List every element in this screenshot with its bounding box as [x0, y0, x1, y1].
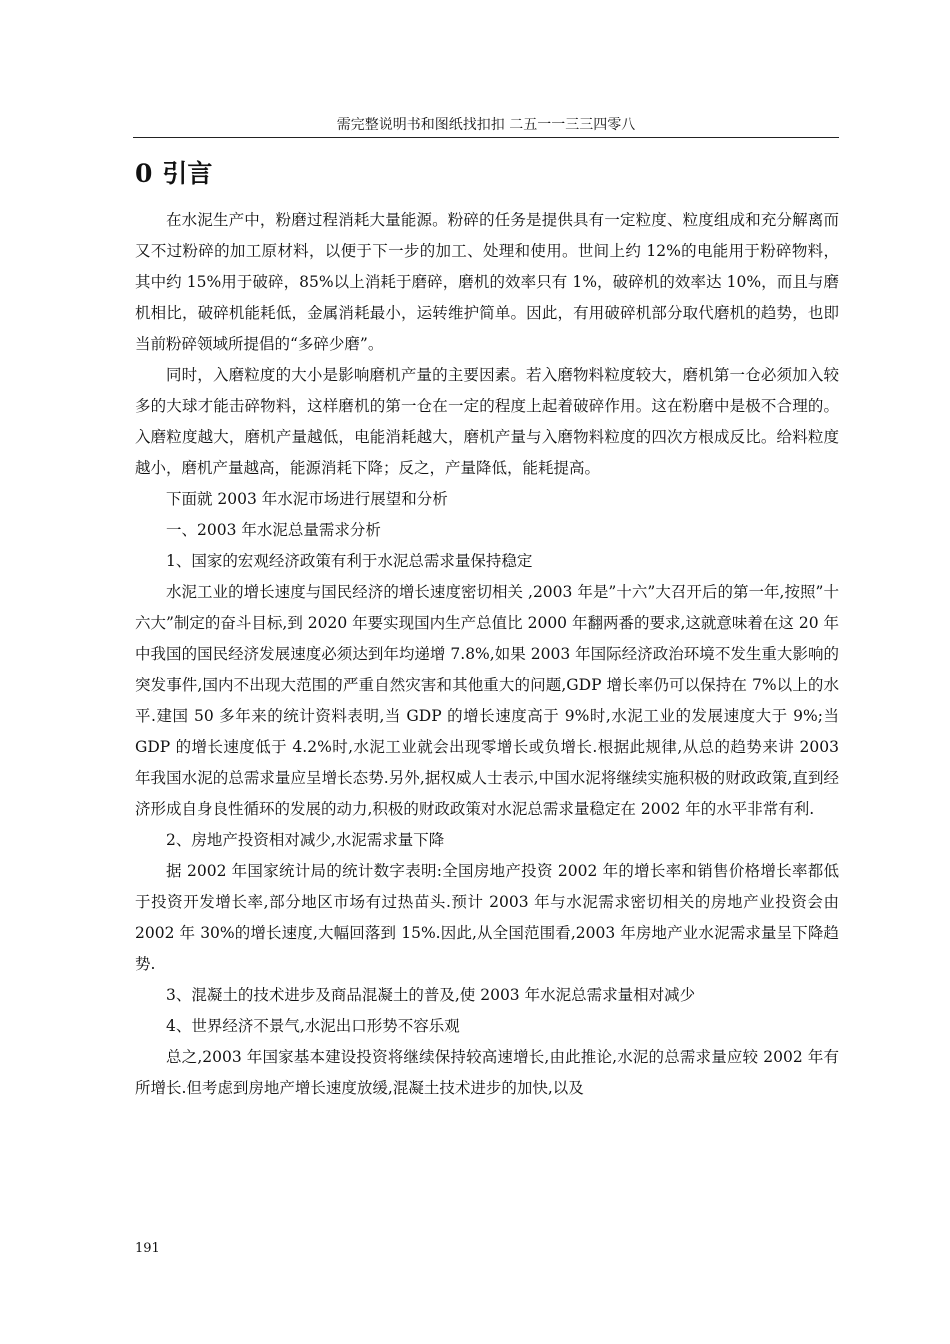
paragraph: 据 2002 年国家统计局的统计数字表明:全国房地产投资 2002 年的增长率和销售价格增长率都低于投资开发增长率,部分地区市场有过热苗头.预计 2003 年与水泥需求密切相关的房地产业投资会由 2002 年 30%的增长速度,大幅回落到 15%.因此,从全国范围看,2003 年房地产业水泥需求量呈下降趋势. [135, 862, 839, 973]
section-number: 0 [135, 159, 153, 188]
section-title-text: 引言 [162, 159, 213, 188]
paragraph: 水泥工业的增长速度与国民经济的增长速度密切相关 ,2003 年是”十六”大召开后的第一年,按照”十六大”制定的奋斗目标,到 2020 年要实现国内生产总值比 2000 年翻两番的要求,这就意味着在这 20 年中我国的国民经济发展速度必须达到年均递增 7.8%,如果 2003 年国际经济政治环境不发生重大影响的突发事件,国内不出现大范围的严重自然灾害和其他重大的问题,GDP 增长率仍可以保持在 7%以上的水平.建国 50 多年来的统计资料表明,当 GDP 的增长速度高于 9%时,水泥工业的发展速度大于 9%;当 GDP 的增长速度低于 4.2%时,水泥工业就会出现零增长或负增长.根据此规律,从总的趋势来讲 2003 年我国水泥的总需求量应呈增长态势.另外,据权威人士表示,中国水泥将继续实施积极的财政政策,直到经济形成自身良性循环的发展的动力,积极的财政政策对水泥总需求量稳定在 2002 年的水平非常有利. [135, 583, 839, 818]
page-number: 191 [135, 1241, 160, 1256]
paragraph: 总之,2003 年国家基本建设投资将继续保持较高速增长,由此推论,水泥的总需求量应较 2002 年有所增长.但考虑到房地产增长速度放缓,混凝土技术进步的加快,以及 [135, 1048, 839, 1097]
paragraph: 4、世界经济不景气,水泥出口形势不容乐观 [166, 1017, 460, 1035]
body-text [135, 205, 839, 1104]
paragraph: 一、2003 年水泥总量需求分析 [166, 521, 381, 539]
paragraph: 在水泥生产中，粉磨过程消耗大量能源。粉碎的任务是提供具有一定粒度、粒度组成和充分解离而又不过粉碎的加工原材料，以便于下一步的加工、处理和使用。世间上约 12%的电能用于粉碎物料，其中约 15%用于破碎，85%以上消耗于磨碎，磨机的效率只有 1%，破碎机的效率达 10%，而且与磨机相比，破碎机能耗低，金属消耗最小，运转维护简单。因此，有用破碎机部分取代磨机的趋势，也即当前粉碎领域所提倡的“多碎少磨”。 [135, 211, 839, 353]
paragraph: 1、国家的宏观经济政策有利于水泥总需求量保持稳定 [166, 552, 533, 570]
paragraph: 下面就 2003 年水泥市场进行展望和分析 [166, 490, 448, 508]
paragraph: 同时，入磨粒度的大小是影响磨机产量的主要因素。若入磨物料粒度较大，磨机第一仓必须加入较多的大球才能击碎物料，这样磨机的第一仓在一定的程度上起着破碎作用。这在粉磨中是极不合理的。入磨粒度越大，磨机产量越低，电能消耗越大，磨机产量与入磨物料粒度的四次方根成反比。给料粒度越小，磨机产量越高，能源消耗下降；反之，产量降低，能耗提高。 [135, 366, 839, 477]
paragraph: 3、混凝土的技术进步及商品混凝土的普及,使 2003 年水泥总需求量相对减少 [166, 986, 696, 1004]
running-header: 需完整说明书和图纸找扣扣 二五一一三三四零八 [336, 117, 636, 133]
paragraph: 2、房地产投资相对减少,水泥需求量下降 [166, 831, 445, 849]
section-title [135, 156, 212, 192]
header-rule [133, 137, 839, 138]
